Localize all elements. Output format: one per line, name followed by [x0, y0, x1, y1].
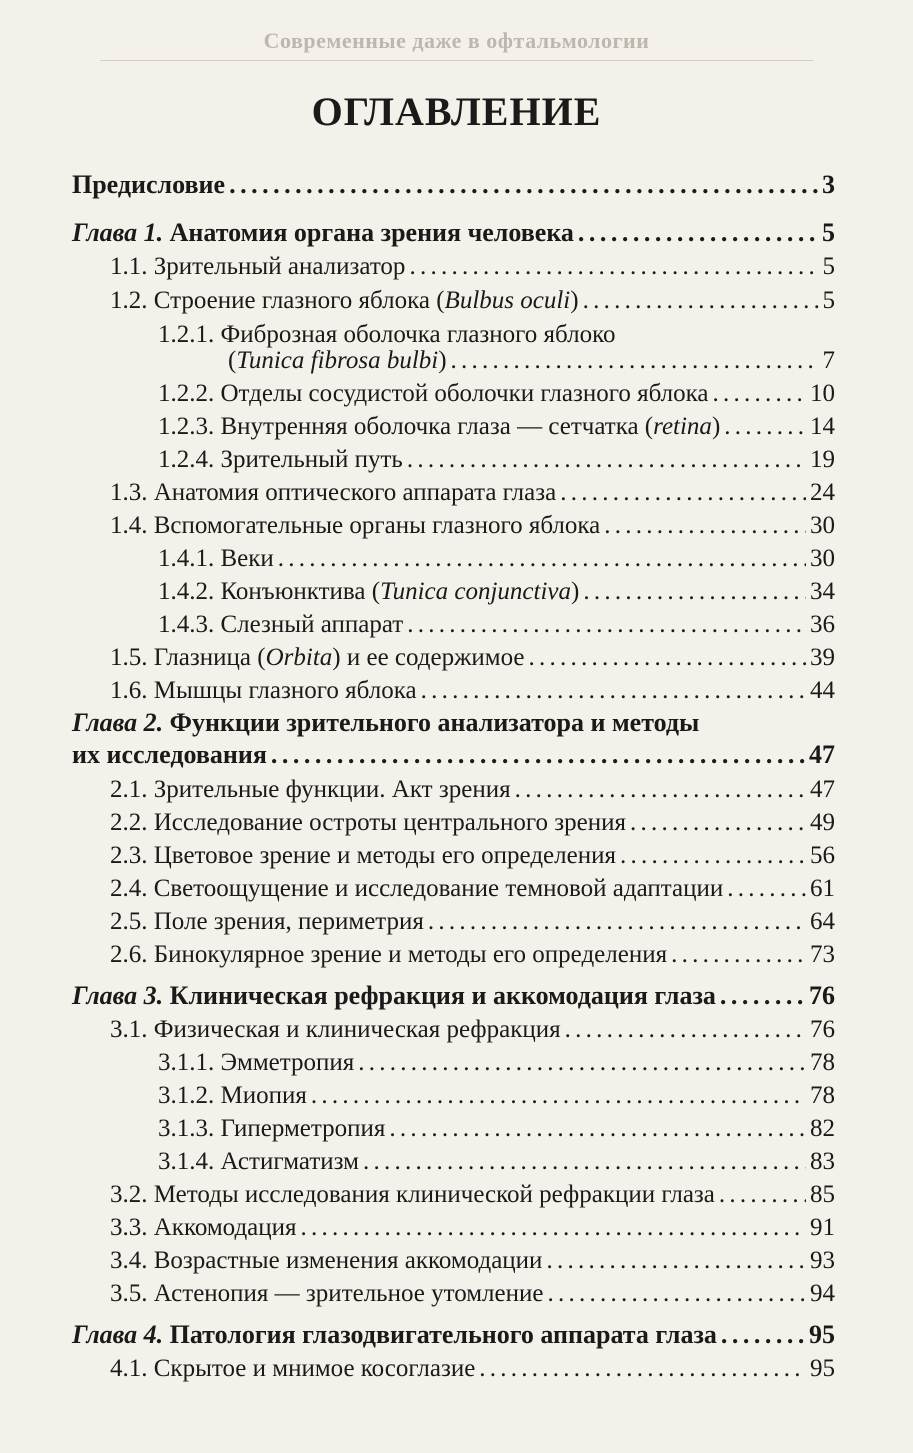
leader-dots: [604, 512, 806, 540]
toc-page-number: 47: [810, 776, 835, 803]
entry-title: Конъюнктива (: [220, 578, 381, 605]
entry-title-tail: ): [570, 287, 579, 314]
leader-dots: [278, 545, 806, 573]
toc-entry[interactable]: [158, 578, 835, 606]
entry-number: 3.4.: [110, 1247, 148, 1274]
toc-page-number: 34: [810, 578, 835, 605]
entry-title: Исследование остроты центрального зрения: [153, 809, 626, 836]
toc-entry[interactable]: [158, 446, 835, 474]
entry-number: 2.4.: [110, 875, 148, 902]
entry-title: Поле зрения, периметрия: [153, 908, 424, 935]
entry-title: Гиперметропия: [220, 1115, 386, 1142]
entry-number: 3.2.: [110, 1181, 148, 1208]
chapter-title: Клиническая рефракция и аккомодация глаза: [169, 981, 716, 1010]
toc-page-number: 5: [822, 287, 835, 314]
entry-number: 3.1.: [110, 1016, 148, 1043]
entry-title: Зрительные функции. Акт зрения: [153, 776, 511, 803]
leader-dots: [583, 578, 806, 606]
leader-dots: [311, 1082, 806, 1110]
toc-entry[interactable]: [110, 1181, 835, 1209]
entry-number: 1.4.: [110, 512, 148, 539]
entry-latin-term: retina: [653, 413, 712, 440]
entry-title: Скрытое и мнимое косоглазие: [153, 1355, 476, 1382]
toc-entry[interactable]: [110, 941, 835, 969]
toc-entry[interactable]: [110, 908, 835, 936]
entry-number: 3.1.4.: [158, 1148, 215, 1175]
toc-page-number: 36: [810, 611, 835, 638]
chapter-lead: Глава 2.: [72, 708, 164, 737]
entry-number: 1.2.: [110, 287, 148, 314]
entry-title: Физическая и клиническая рефракция: [153, 1016, 561, 1043]
toc-chapter-1[interactable]: [72, 218, 835, 248]
toc-page-number: 49: [810, 809, 835, 836]
toc-entry[interactable]: [110, 1247, 835, 1275]
entry-title: Астенопия — зрительное утомление: [153, 1280, 544, 1307]
entry-number: 2.2.: [110, 809, 148, 836]
entry-number: 1.2.1.: [158, 321, 215, 348]
leader-dots: [583, 287, 819, 315]
toc-entry[interactable]: [110, 1280, 835, 1308]
toc-entry[interactable]: [110, 1214, 835, 1242]
entry-number: 2.1.: [110, 776, 148, 803]
leader-dots: [407, 446, 806, 474]
toc-entry[interactable]: [110, 287, 835, 315]
entry-title: Бинокулярное зрение и методы его определения: [153, 941, 668, 968]
leader-dots: [529, 644, 807, 672]
toc-entry[interactable]: [110, 842, 835, 870]
toc-page-number: 30: [810, 545, 835, 572]
entry-title: Эмметропия: [220, 1049, 355, 1076]
entry-title: Внутренняя оболочка глаза — сетчатка (: [220, 413, 654, 440]
leader-dots: [578, 218, 818, 248]
toc-preface[interactable]: [72, 170, 835, 200]
toc-entry[interactable]: [158, 1148, 835, 1176]
leader-dots: [727, 875, 806, 903]
toc-page-number: 56: [810, 842, 835, 869]
leader-dots: [409, 253, 818, 281]
leader-dots: [229, 170, 818, 200]
toc-page-number: 47: [809, 740, 835, 769]
toc-entry[interactable]: [158, 1049, 835, 1077]
toc-page-number: 95: [809, 1320, 835, 1349]
entry-latin-term: Orbita: [265, 644, 333, 671]
chapter-title: Анатомия органа зрения человека: [169, 218, 574, 247]
entry-number: 1.1.: [110, 253, 148, 280]
toc-page-number: 5: [822, 253, 835, 280]
entry-number: 1.2.3.: [158, 413, 215, 440]
toc-page-number: 78: [810, 1082, 835, 1109]
entry-number: 1.4.1.: [158, 545, 215, 572]
leader-dots: [358, 1049, 806, 1077]
toc-entry[interactable]: [158, 380, 835, 408]
entry-number: 2.5.: [110, 908, 148, 935]
leader-dots: [421, 677, 806, 705]
toc-page-number: 78: [810, 1049, 835, 1076]
toc-page-number: 85: [810, 1181, 835, 1208]
leader-dots: [479, 1355, 806, 1383]
entry-title: Миопия: [220, 1082, 307, 1109]
toc-page-number: 94: [810, 1280, 835, 1307]
entry-title: Цветовое зрение и методы его определения: [153, 842, 616, 869]
entry-title: Строение глазного яблока (: [153, 287, 445, 314]
toc-page-number: 82: [810, 1115, 835, 1142]
entry-title: Зрительный анализатор: [153, 253, 406, 280]
chapter-lead: Глава 3.: [72, 981, 164, 1010]
toc-page-number: 39: [810, 644, 835, 671]
toc-page-number: 93: [810, 1247, 835, 1274]
entry-number: 4.1.: [110, 1355, 148, 1382]
toc-entry[interactable]: [110, 644, 835, 672]
toc-page-number: 10: [810, 380, 835, 407]
toc-chapter-2[interactable]: [72, 740, 835, 770]
toc-entry[interactable]: [158, 1082, 835, 1110]
entry-number: 2.6.: [110, 941, 148, 968]
toc-entry[interactable]: [110, 809, 835, 837]
leader-dots: [724, 413, 806, 441]
entry-title-tail: ): [438, 347, 447, 374]
entry-number: 3.3.: [110, 1214, 148, 1241]
toc-entry[interactable]: [158, 611, 835, 639]
toc-entry[interactable]: [110, 253, 835, 281]
header-rule: [100, 60, 813, 61]
toc-entry[interactable]: [110, 875, 835, 903]
leader-dots: [407, 611, 806, 639]
leader-dots: [428, 908, 806, 936]
toc-page-number: 19: [810, 446, 835, 473]
leader-dots: [560, 479, 806, 507]
toc-entry[interactable]: [110, 1355, 835, 1383]
toc-page-number: 76: [810, 1016, 835, 1043]
toc-page-number: 3: [822, 170, 835, 199]
entry-title: Светоощущение и исследование темновой адаптации: [153, 875, 724, 902]
chapter-lead: Глава 1.: [72, 218, 164, 247]
leader-dots: [630, 809, 806, 837]
leader-dots: [721, 1320, 805, 1350]
entry-number: 1.4.2.: [158, 578, 215, 605]
entry-number: 1.2.2.: [158, 380, 215, 407]
leader-dots: [301, 1214, 806, 1242]
leader-dots: [547, 1280, 806, 1308]
toc-page-number: 95: [810, 1355, 835, 1382]
leader-dots: [546, 1247, 806, 1275]
toc-entry[interactable]: [158, 413, 835, 441]
toc-entry[interactable]: [110, 512, 835, 540]
chapter-title-line2: их исследования: [72, 740, 267, 769]
leader-dots: [363, 1148, 806, 1176]
toc-entry[interactable]: [110, 677, 835, 705]
toc-page-number: 64: [810, 908, 835, 935]
toc-entry-continuation[interactable]: [228, 347, 835, 375]
entry-title: Зрительный путь: [220, 446, 403, 473]
entry-number: 3.1.2.: [158, 1082, 215, 1109]
entry-latin-term: Tunica conjunctiva: [380, 578, 572, 605]
entry-title: Астигматизм: [220, 1148, 360, 1175]
entry-number: 1.5.: [110, 644, 148, 671]
toc-preface-label: Предисловие: [72, 170, 226, 199]
entry-title: Мышцы глазного яблока: [153, 677, 417, 704]
entry-title: Фиброзная оболочка глазного яблоко: [220, 321, 616, 348]
entry-title: Возрастные изменения аккомодации: [153, 1247, 543, 1274]
entry-title: Анатомия оптического аппарата глаза: [153, 479, 557, 506]
toc-entry[interactable]: [110, 479, 835, 507]
toc-page-number: 73: [810, 941, 835, 968]
toc-page-number: 14: [810, 413, 835, 440]
toc-page-number: 61: [810, 875, 835, 902]
leader-dots: [671, 941, 806, 969]
toc-page-number: 30: [810, 512, 835, 539]
entry-number: 3.1.1.: [158, 1049, 215, 1076]
entry-number: 1.3.: [110, 479, 148, 506]
entry-title: Отделы сосудистой оболочки глазного яблока: [220, 380, 709, 407]
leader-dots: [713, 380, 806, 408]
toc-page-number: 24: [810, 479, 835, 506]
chapter-title: Функции зрительного анализатора и методы: [169, 708, 700, 737]
entry-title-tail: ) и ее содержимое: [332, 644, 525, 671]
entry-number: 1.2.4.: [158, 446, 215, 473]
toc-entry[interactable]: [110, 1016, 835, 1044]
toc-page-number: 76: [809, 981, 835, 1010]
entry-number: 1.4.3.: [158, 611, 215, 638]
toc-chapter-4[interactable]: [72, 1320, 835, 1350]
bleed-through-header: Современные даже в офтальмологии: [263, 28, 650, 53]
leader-dots: [451, 347, 819, 375]
toc-page-number: 5: [822, 218, 835, 247]
leader-dots: [719, 1181, 806, 1209]
toc-page-number: 91: [810, 1214, 835, 1241]
toc-entry[interactable]: [158, 545, 835, 573]
toc-page-number: 83: [810, 1148, 835, 1175]
leader-dots: [720, 981, 805, 1011]
leader-dots: [515, 776, 806, 804]
entry-title: Методы исследования клинической рефракции глаза: [153, 1181, 715, 1208]
toc-entry[interactable]: [158, 1115, 835, 1143]
entry-title: Вспомогательные органы глазного яблока: [153, 512, 601, 539]
entry-number: 2.3.: [110, 842, 148, 869]
entry-title: Слезный аппарат: [220, 611, 404, 638]
toc-chapter-3[interactable]: [72, 981, 835, 1011]
entry-title: Глазница (: [153, 644, 266, 671]
toc-page-number: 44: [810, 677, 835, 704]
entry-number: 3.1.3.: [158, 1115, 215, 1142]
entry-latin-term: Tunica fibrosa bulbi: [236, 347, 439, 374]
page-title: ОГЛАВЛЕНИЕ: [311, 89, 602, 134]
leader-dots: [620, 842, 806, 870]
entry-title: (: [228, 347, 237, 374]
entry-number: 3.5.: [110, 1280, 148, 1307]
leader-dots: [565, 1016, 806, 1044]
toc-page-number: 7: [822, 347, 835, 374]
toc-entry[interactable]: [110, 776, 835, 804]
entry-number: 1.6.: [110, 677, 148, 704]
toc-chapter-2-title-line1[interactable]: [72, 708, 699, 738]
chapter-lead: Глава 4.: [72, 1320, 164, 1349]
chapter-title: Патология глазодвигательного аппарата глаза: [169, 1320, 717, 1349]
entry-latin-term: Bulbus oculi: [444, 287, 571, 314]
entry-title-tail: ): [711, 413, 721, 440]
leader-dots: [389, 1115, 806, 1143]
toc-entry[interactable]: [158, 321, 616, 349]
entry-title: Аккомодация: [153, 1214, 297, 1241]
entry-title: Веки: [220, 545, 274, 572]
entry-title-tail: ): [571, 578, 580, 605]
leader-dots: [271, 740, 805, 770]
